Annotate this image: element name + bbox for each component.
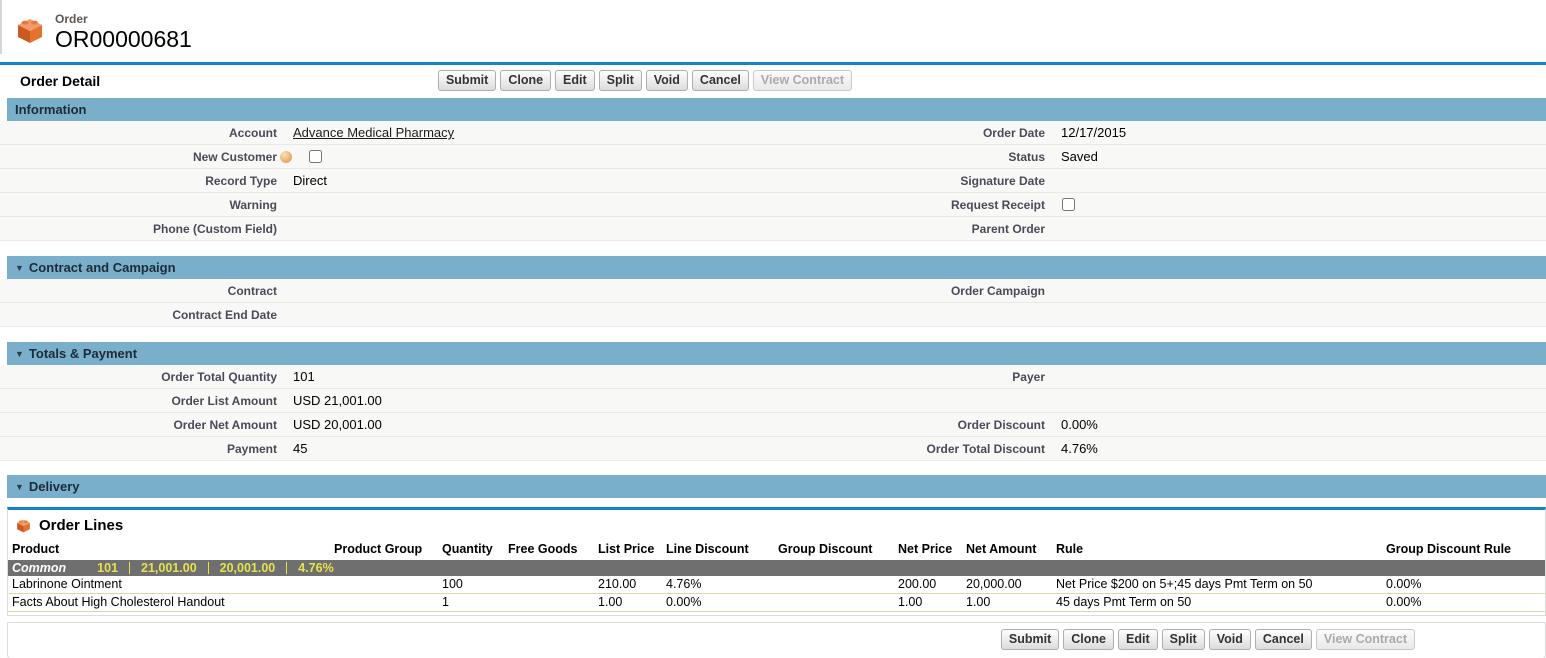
order-brick-icon: [14, 14, 46, 46]
field-label: Signature Date: [960, 173, 1045, 188]
field-label: Status: [1008, 149, 1045, 164]
field-record-type: [0, 169, 773, 193]
section-title-delivery: Delivery: [28, 479, 80, 494]
footer-button-panel: [7, 622, 1546, 658]
summary-row-common: [8, 560, 1545, 576]
field-order-list-amount: [0, 389, 773, 413]
col-product-group: Product Group: [334, 542, 423, 556]
col-net-price: Net Price: [898, 542, 953, 556]
cell-product-group: [330, 576, 438, 594]
collapse-section-icon[interactable]: ▼: [15, 349, 24, 359]
field-order-net-amount: [0, 413, 773, 437]
cell-list-price: 210.00: [594, 576, 662, 594]
order-lines-brick-icon: [15, 517, 32, 534]
section-bar-contract-and-campaign[interactable]: [7, 256, 1546, 279]
cell-product-group: [330, 594, 438, 612]
col-group-discount: Group Discount: [778, 542, 873, 556]
field-value: 12/17/2015: [1061, 125, 1127, 140]
field-parent-order: [773, 217, 1546, 241]
window-edge: [0, 0, 2, 54]
field-signature-date: [773, 169, 1546, 193]
field-label: Warning: [229, 197, 277, 212]
col-list-price: List Price: [598, 542, 655, 556]
field-phone-custom: [0, 217, 773, 241]
submit-button-bottom[interactable]: Submit: [1001, 629, 1059, 650]
field-label: Contract: [227, 283, 277, 298]
cell-group-discount: [774, 594, 894, 612]
col-line-discount: Line Discount: [666, 542, 749, 556]
field-contract: [0, 279, 773, 303]
split-button-top[interactable]: Split: [599, 70, 642, 91]
order-lines-table: [8, 540, 1545, 612]
record-name: OR00000681: [55, 26, 192, 52]
table-row: [8, 576, 1545, 594]
submit-button-top[interactable]: Submit: [438, 70, 496, 91]
col-free-goods: Free Goods: [508, 542, 578, 556]
totals-fields: [0, 365, 1546, 461]
cancel-button-top[interactable]: Cancel: [692, 70, 749, 91]
order-lines-title: Order Lines: [39, 517, 124, 534]
cell-group-discount-rule: 0.00%: [1382, 594, 1545, 612]
record-header: [0, 0, 1546, 62]
field-label: Order Total Quantity: [161, 369, 277, 384]
cell-rule: 45 days Pmt Term on 50: [1052, 594, 1382, 612]
cell-net-amount: 20,000.00: [962, 576, 1052, 594]
section-title-contract: Contract and Campaign: [28, 260, 176, 275]
summary-separator: [129, 562, 130, 574]
cell-line-discount: 4.76%: [662, 576, 774, 594]
col-net-amount: Net Amount: [966, 542, 1037, 556]
field-contract-end-date: [0, 303, 773, 327]
field-value: 101: [293, 369, 315, 384]
field-order-total-quantity: [0, 365, 773, 389]
section-bar-information: [7, 98, 1546, 121]
request-receipt-checkbox[interactable]: [1062, 198, 1075, 211]
field-label: Order Net Amount: [173, 417, 277, 432]
table-header-row: [8, 540, 1545, 560]
field-empty: [773, 389, 1546, 413]
information-fields: [0, 121, 1546, 241]
clone-button-top[interactable]: Clone: [500, 70, 551, 91]
field-value: 45: [293, 441, 308, 456]
summary-discount: 4.76%: [298, 561, 334, 575]
field-label: Request Receipt: [950, 197, 1045, 212]
field-label: Phone (Custom Field): [153, 221, 277, 236]
col-quantity: Quantity: [442, 542, 493, 556]
field-account: [0, 121, 773, 145]
summary-label: Common: [12, 561, 67, 575]
cell-net-amount: 1.00: [962, 594, 1052, 612]
col-rule: Rule: [1056, 542, 1084, 556]
field-value: Saved: [1061, 149, 1098, 164]
bottom-button-bar: [999, 629, 1417, 650]
field-label: Order Date: [982, 125, 1045, 140]
order-detail-panel: [0, 62, 1546, 498]
field-request-receipt: [773, 193, 1546, 217]
field-value: 0.00%: [1061, 417, 1098, 432]
cell-quantity: 100: [438, 576, 504, 594]
field-label: Contract End Date: [172, 307, 277, 322]
field-new-customer: [0, 145, 773, 169]
split-button-bottom[interactable]: Split: [1162, 629, 1205, 650]
summary-net-amount: 20,001.00: [219, 561, 276, 575]
void-button-bottom[interactable]: Void: [1209, 629, 1251, 650]
summary-separator: [286, 562, 287, 574]
cell-free-goods: [504, 594, 594, 612]
view-contract-button-bottom: View Contract: [1316, 629, 1415, 650]
field-order-total-discount: [773, 437, 1546, 461]
section-title-totals: Totals & Payment: [28, 346, 138, 361]
field-label: Order Total Discount: [926, 441, 1045, 456]
field-warning: [0, 193, 773, 217]
field-label: Record Type: [205, 173, 277, 188]
field-label: New Customer: [192, 149, 277, 164]
panel-title: Order Detail: [20, 73, 101, 89]
field-payer: [773, 365, 1546, 389]
order-lines-header: [8, 510, 1545, 540]
section-bar-delivery[interactable]: [7, 475, 1546, 498]
collapse-section-icon[interactable]: ▼: [15, 482, 24, 492]
cell-net-price: 1.00: [894, 594, 962, 612]
order-detail-header: [0, 65, 1546, 98]
field-order-campaign: [773, 279, 1546, 303]
col-product: Product: [12, 542, 60, 556]
cell-product: Labrinone Ointment: [8, 576, 330, 594]
contract-fields: [0, 279, 1546, 327]
order-lines-panel: [7, 507, 1546, 616]
field-value: USD 21,001.00: [293, 393, 382, 408]
edit-button-top[interactable]: Edit: [555, 70, 595, 91]
section-bar-totals-payment[interactable]: [7, 342, 1546, 365]
top-button-bar: [436, 70, 854, 91]
field-label: Order Campaign: [950, 283, 1045, 298]
field-payment: [0, 437, 773, 461]
summary-separator: [208, 562, 209, 574]
cell-group-discount-rule: 0.00%: [1382, 576, 1545, 594]
cell-product: Facts About High Cholesterol Handout: [8, 594, 330, 612]
field-label: Payer: [1012, 369, 1045, 384]
account-link[interactable]: Advance Medical Pharmacy: [293, 125, 455, 140]
field-label: Parent Order: [971, 221, 1045, 236]
help-icon[interactable]: [280, 151, 292, 163]
edit-button-bottom[interactable]: Edit: [1118, 629, 1158, 650]
summary-list-amount: 21,001.00: [141, 561, 197, 575]
field-status: [773, 145, 1546, 169]
entity-label: Order: [55, 12, 88, 26]
view-contract-button-top: View Contract: [753, 70, 852, 91]
field-label: Order List Amount: [171, 393, 277, 408]
cell-rule: Net Price $200 on 5+;45 days Pmt Term on 50: [1052, 576, 1382, 594]
field-value: Direct: [293, 173, 327, 188]
field-label: Payment: [226, 441, 277, 456]
field-order-discount: [773, 413, 1546, 437]
cell-net-price: 200.00: [894, 576, 962, 594]
summary-quantity: 101: [97, 561, 119, 575]
section-title-information: Information: [15, 102, 87, 117]
field-empty: [773, 303, 1546, 327]
cell-quantity: 1: [438, 594, 504, 612]
cell-list-price: 1.00: [594, 594, 662, 612]
clone-button-bottom[interactable]: Clone: [1063, 629, 1114, 650]
table-row: [8, 594, 1545, 612]
cancel-button-bottom[interactable]: Cancel: [1255, 629, 1312, 650]
cell-free-goods: [504, 576, 594, 594]
field-value: 4.76%: [1061, 441, 1098, 456]
collapse-section-icon[interactable]: ▼: [15, 263, 24, 273]
col-group-discount-rule: Group Discount Rule: [1386, 542, 1511, 556]
cell-group-discount: [774, 576, 894, 594]
field-label: Account: [229, 125, 277, 140]
void-button-top[interactable]: Void: [646, 70, 688, 91]
field-order-date: [773, 121, 1546, 145]
new-customer-checkbox[interactable]: [309, 150, 322, 163]
field-value: USD 20,001.00: [293, 417, 382, 432]
cell-line-discount: 0.00%: [662, 594, 774, 612]
field-label: Order Discount: [957, 417, 1045, 432]
